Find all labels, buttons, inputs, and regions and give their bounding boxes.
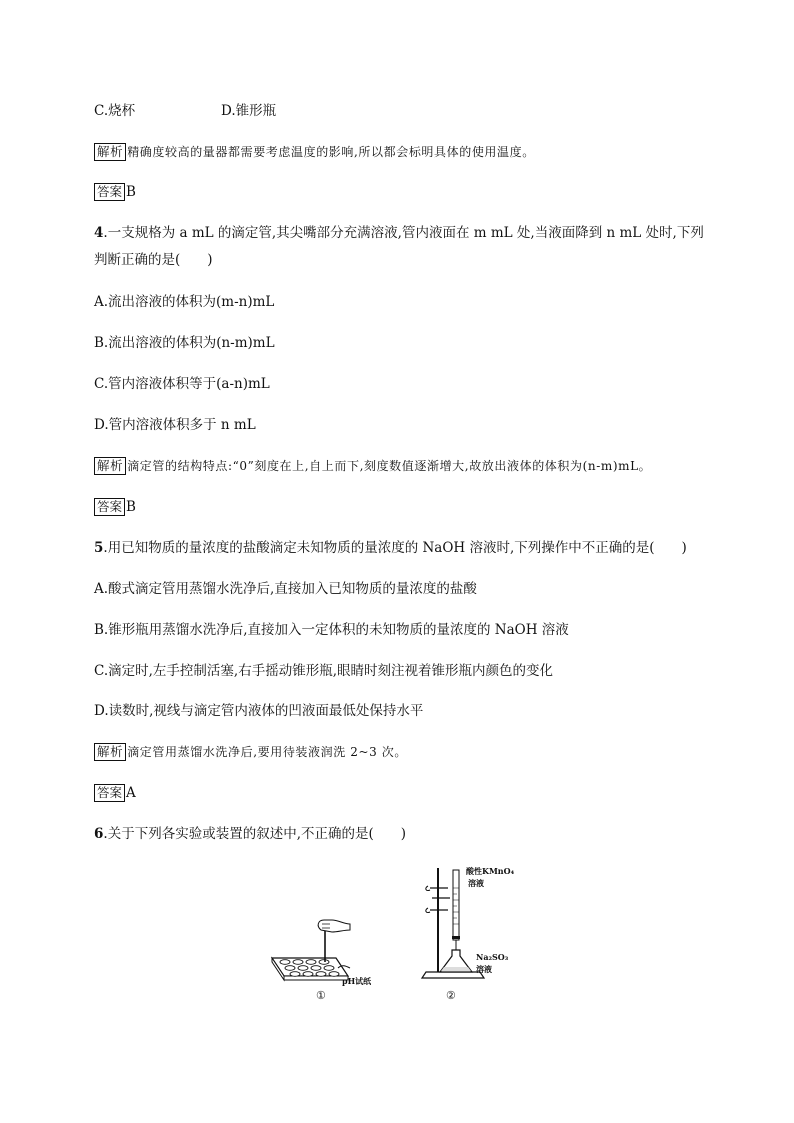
- q5-option-d: D.读数时,视线与滴定管内液体的凹液面最低处保持水平: [94, 703, 424, 719]
- figure-label-1: ①: [316, 989, 326, 1002]
- kmno4-label: 酸性KMnO₄: [466, 866, 515, 876]
- ph-paper-label: pH试纸: [342, 976, 372, 986]
- kmno4-solution-label: 溶液: [468, 878, 484, 888]
- apparatus-diagram: [258, 858, 538, 1008]
- figure-label-2: ②: [446, 989, 456, 1002]
- question-number: 5: [94, 540, 104, 556]
- analysis-tag: 解析: [94, 143, 126, 161]
- spot-plate-apparatus: [272, 920, 372, 1002]
- answer-value: A: [126, 785, 136, 801]
- q4-stem-line2: 判断正确的是( ): [94, 252, 213, 268]
- q5-option-b: B.锥形瓶用蒸馏水洗净后,直接加入一定体积的未知物质的量浓度的 NaOH 溶液: [94, 622, 569, 638]
- q3-option-d: D.锥形瓶: [221, 103, 277, 119]
- answer-value: B: [126, 499, 136, 515]
- experiment-figure: [258, 858, 538, 1008]
- answer-tag: 答案: [94, 183, 125, 201]
- q4-answer: [94, 497, 136, 517]
- q4-stem-line1: [94, 223, 704, 243]
- q5-stem: [94, 538, 687, 558]
- analysis-text: 滴定管的结构特点:“0”刻度在上,自上而下,刻度数值逐渐增大,故放出液体的体积为(n-m)mL。: [127, 459, 652, 473]
- q5-option-c: C.滴定时,左手控制活塞,右手摇动锥形瓶,眼睛时刻注视着锥形瓶内颜色的变化: [94, 663, 554, 679]
- question-number: 4: [94, 225, 104, 241]
- q6-stem-text: .关于下列各实验或装置的叙述中,不正确的是( ): [103, 826, 407, 842]
- na2so3-label: Na₂SO₃: [476, 952, 509, 962]
- q3-options-row: [94, 101, 277, 121]
- q5-analysis: [94, 742, 407, 762]
- na2so3-solution-label: 溶液: [476, 964, 492, 974]
- q4-option-b: B.流出溶液的体积为(n-m)mL: [94, 335, 275, 351]
- q5-option-a: A.酸式滴定管用蒸馏水洗净后,直接加入已知物质的量浓度的盐酸: [94, 581, 477, 597]
- q4-analysis: [94, 456, 651, 476]
- q4-stem-text: .一支规格为 a mL 的滴定管,其尖嘴部分充满溶液,管内液面在 m mL 处,当液面降到 n mL 处时,下列: [103, 225, 704, 241]
- answer-tag: 答案: [94, 784, 125, 802]
- titration-apparatus: [422, 866, 515, 1002]
- q5-answer: [94, 783, 136, 803]
- q4-option-d: D.管内溶液体积多于 n mL: [94, 417, 256, 433]
- q6-stem: [94, 824, 406, 844]
- q4-option-a: A.流出溶液的体积为(m-n)mL: [94, 294, 275, 310]
- q3-analysis: [94, 142, 535, 162]
- analysis-tag: 解析: [94, 743, 126, 761]
- q4-option-c: C.管内溶液体积等于(a-n)mL: [94, 376, 270, 392]
- answer-tag: 答案: [94, 498, 125, 516]
- question-number: 6: [94, 826, 104, 842]
- q3-option-c: C.烧杯: [94, 103, 136, 119]
- q5-stem-text: .用已知物质的量浓度的盐酸滴定未知物质的量浓度的 NaOH 溶液时,下列操作中不正确的是( ): [103, 540, 687, 556]
- q3-answer: [94, 182, 136, 202]
- analysis-text: 滴定管用蒸馏水洗净后,要用待装液润洗 2~3 次。: [127, 745, 407, 759]
- analysis-text: 精确度较高的量器都需要考虑温度的影响,所以都会标明具体的使用温度。: [127, 145, 535, 159]
- answer-value: B: [126, 184, 136, 200]
- analysis-tag: 解析: [94, 457, 126, 475]
